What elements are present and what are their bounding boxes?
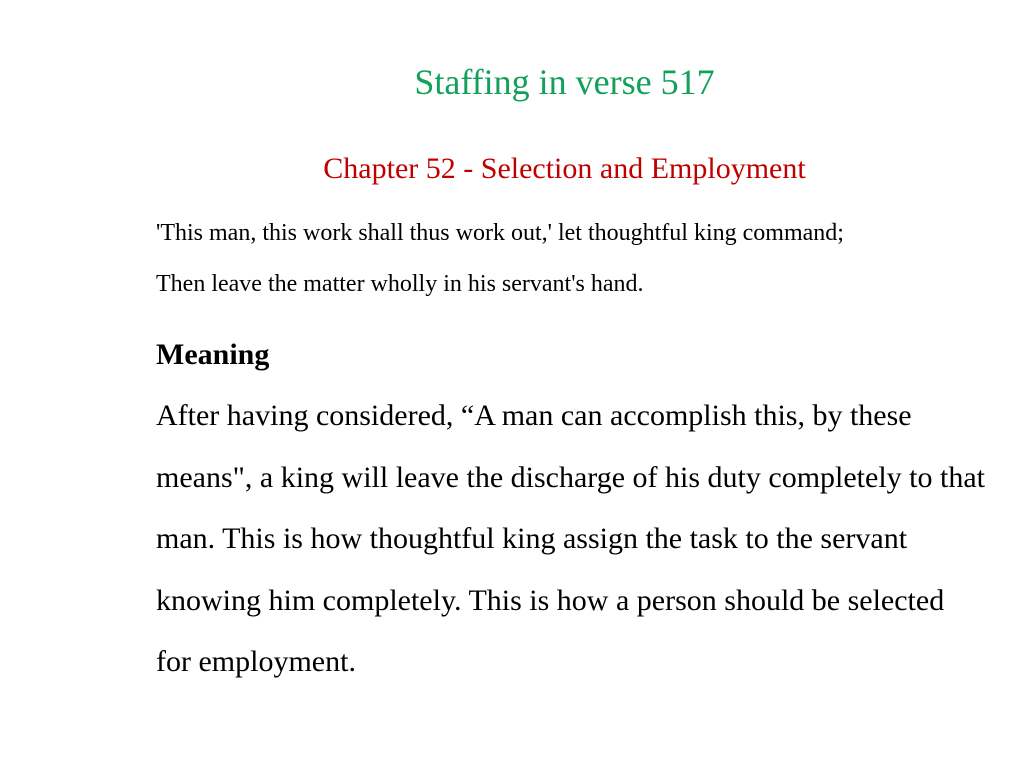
chapter-heading: Chapter 52 - Selection and Employment [323, 152, 806, 185]
slide-title: Staffing in verse 517 [414, 62, 715, 102]
verse-line-1: 'This man, this work shall thus work out,' let thoughtful king command; [156, 220, 844, 246]
slide-content [156, 208, 996, 693]
verse-line-2: Then leave the matter wholly in his servant's hand. [156, 271, 644, 297]
meaning-heading: Meaning [156, 338, 270, 371]
meaning-paragraph: After having considered, “A man can accomplish this, by these means", a king will leave the discharge of his duty completely to that man. This is how thoughtful king assign the task to the servant knowing him completely. This is how a person should be selected for employment. [156, 399, 985, 678]
